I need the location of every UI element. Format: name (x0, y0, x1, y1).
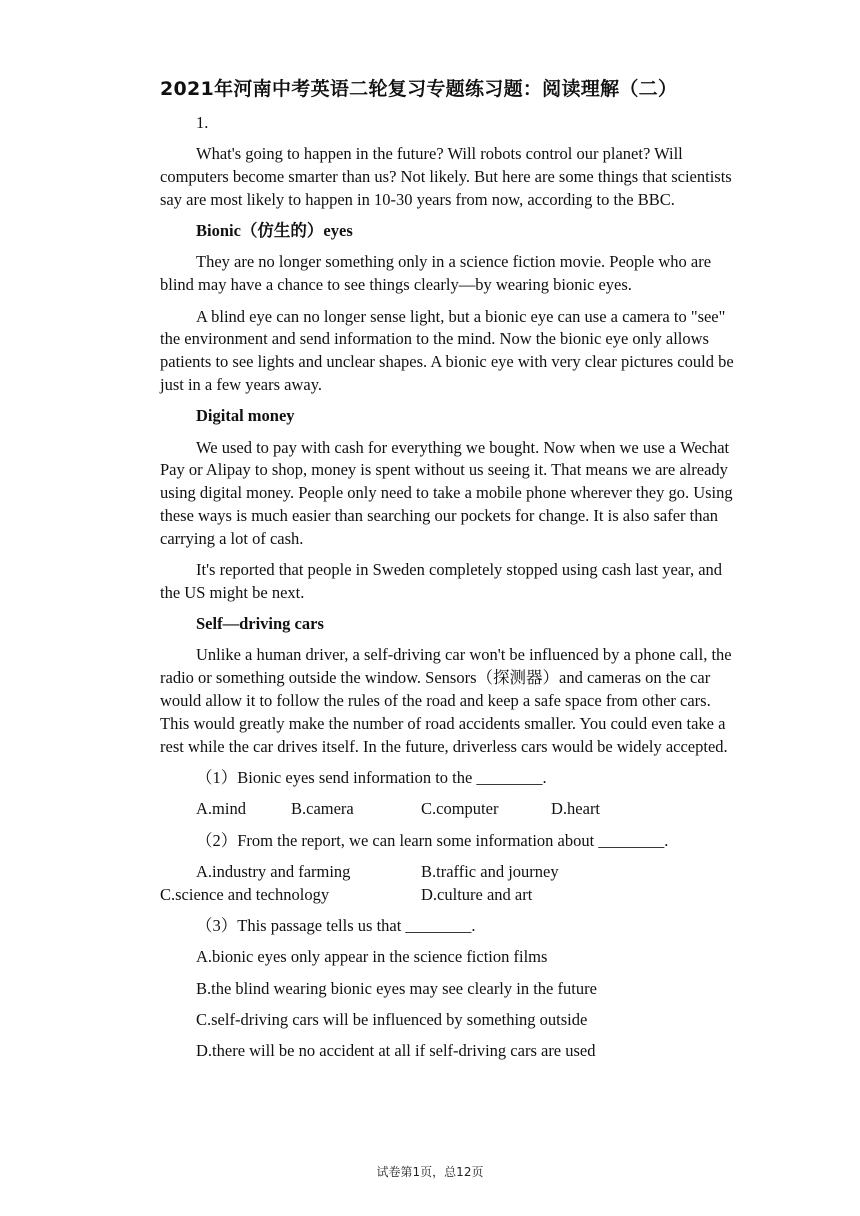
question-1-options (160, 798, 740, 821)
money-paragraph-2: It's reported that people in Sweden completely stopped using cash last year, and the US might be next. (160, 560, 723, 602)
question-2-option-a: A.industry and farming (196, 861, 351, 881)
question-1-option-b: B.camera (291, 799, 354, 819)
question-1-option-d: D.heart (551, 799, 601, 819)
question-3-stem: （3）This passage tells us that ________. (196, 915, 476, 935)
question-1-stem: （1）Bionic eyes send information to the ________. (196, 767, 547, 787)
page-title: 2021年河南中考英语二轮复习专题练习题：阅读理解（二） (160, 78, 678, 100)
question-3-option-c: C.self-driving cars will be influenced by something outside (196, 1009, 588, 1029)
section-heading-bionic-eyes: Bionic（仿生的）eyes (196, 221, 353, 241)
question-2-option-c: C.science and technology (160, 884, 330, 904)
intro-paragraph: What's going to happen in the future? Will robots control our planet? Will computers become smarter than us? Not likely. But here are some things that scientists say are most likely to happen in 10-30 years from now, according to the BBC. (160, 144, 732, 209)
question-1-option-a: A.mind (196, 799, 246, 819)
question-2-stem: （2）From the report, we can learn some information about ________. (196, 830, 669, 850)
section-heading-self-driving-cars: Self—driving cars (196, 614, 324, 634)
reading-passage (160, 112, 740, 1071)
question-number: 1. (196, 113, 209, 132)
section-heading-digital-money: Digital money (196, 406, 295, 426)
question-2-option-b: B.traffic and journey (421, 861, 559, 881)
money-paragraph-1: We used to pay with cash for everything we bought. Now when we use a Wechat Pay or Alipay to shop, money is spent without us seeing it. That means we are already using digital money. People only need to take a mobile phone wherever they go. Using these ways is much easier than searching our pockets for change. It is also safer than carrying a lot of cash. (160, 437, 733, 548)
question-2-option-d: D.culture and art (421, 884, 533, 904)
bionic-paragraph-1: They are no longer something only in a science fiction movie. People who are blind may have a chance to see things clearly—by wearing bionic eyes. (160, 252, 712, 295)
bionic-paragraph-2: A blind eye can no longer sense light, but a bionic eye can use a camera to "see" the environment and send information to the mind. Now the bionic eye only allows patients to see lights and unclear shapes. A bionic eye with very clear pictures could be just in a few years away. (160, 306, 734, 394)
question-3-option-a: A.bionic eyes only appear in the science fiction films (196, 947, 548, 967)
question-1-option-c: C.computer (421, 799, 499, 819)
question-2-options (160, 861, 740, 907)
question-3-option-d: D.there will be no accident at all if self-driving cars are used (196, 1041, 596, 1061)
question-3-option-b: B.the blind wearing bionic eyes may see clearly in the future (196, 978, 597, 998)
cars-paragraph-1: Unlike a human driver, a self-driving car won't be influenced by a phone call, the radio or something outside the window. Sensors（探测器）and cameras on the car would allow it to follow the rules of the road and keep a safe space from other cars. This would greatly make the number of road accidents smaller. You could even take a rest while the car drives itself. In the future, driverless cars would be widely accepted. (160, 645, 732, 756)
page-footer: 试卷第1页，总12页 (376, 1165, 484, 1179)
